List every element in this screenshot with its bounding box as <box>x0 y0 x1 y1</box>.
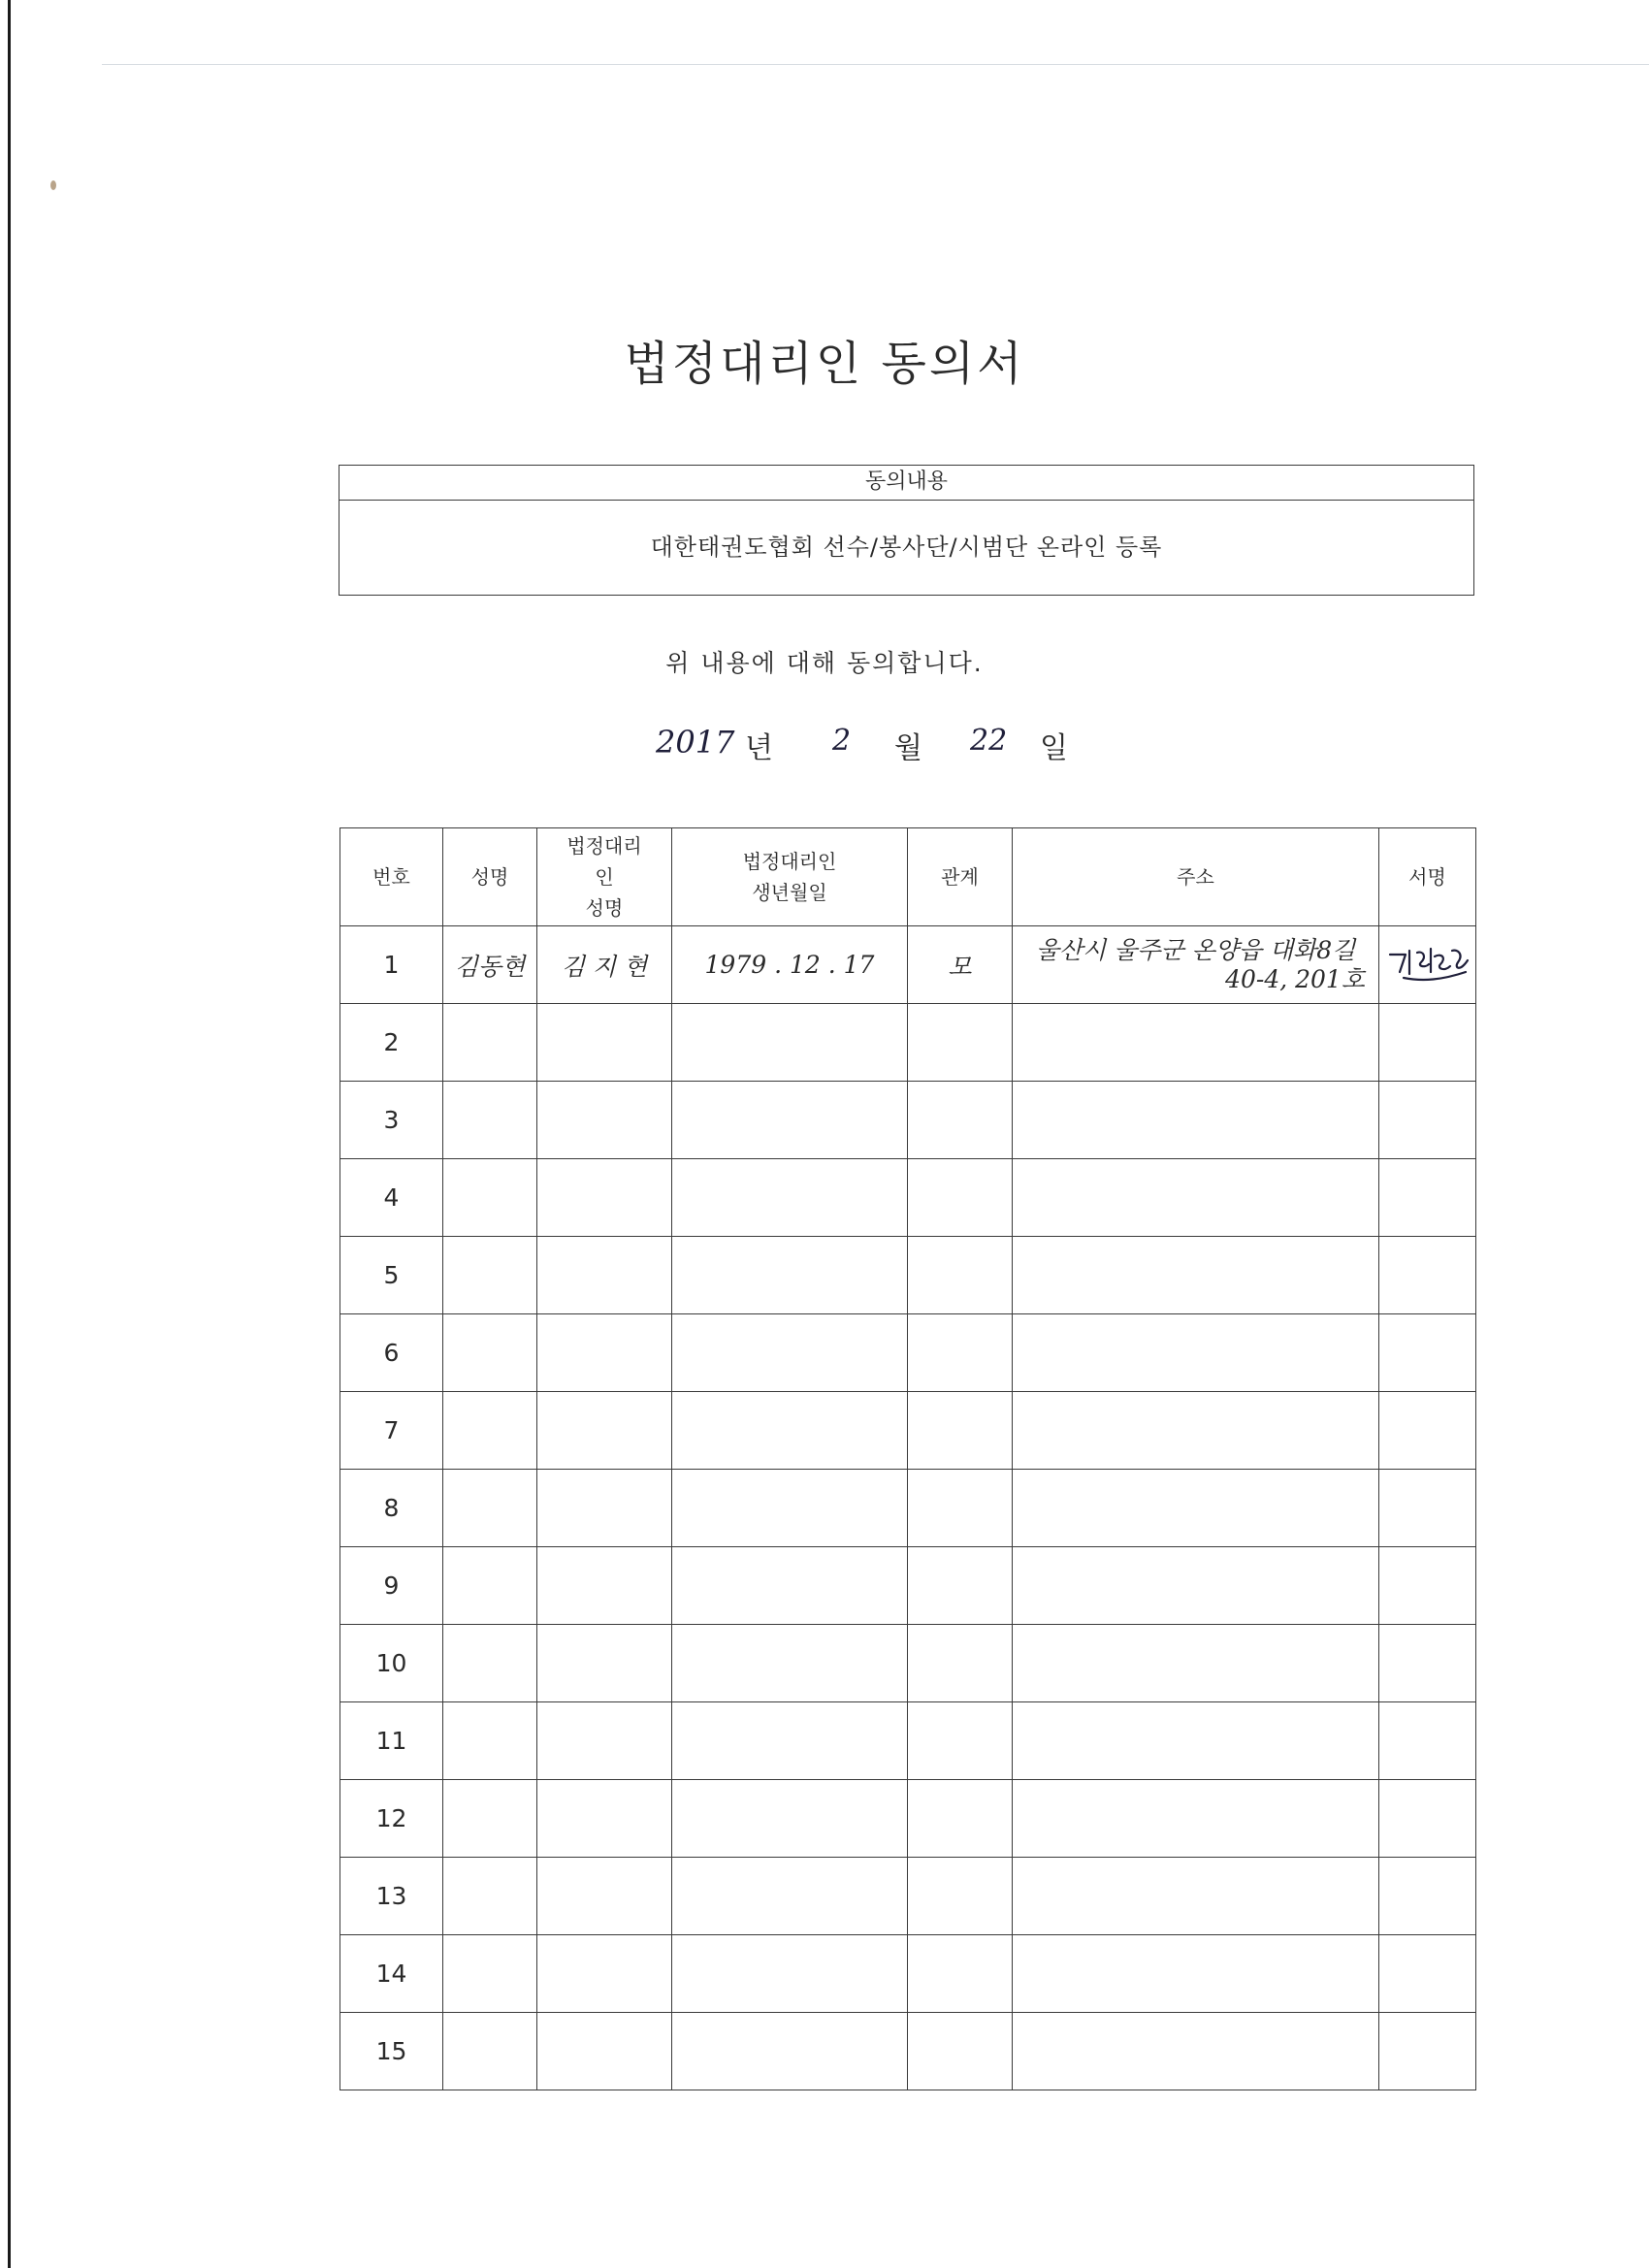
address-line1: 울산시 울주군 온양읍 대화8길 <box>1035 935 1356 964</box>
consent-content: 대한태권도협회 선수/봉사단/시범단 온라인 등록 <box>650 534 1163 561</box>
row-number: 3 <box>340 1082 443 1159</box>
date-year: 2017 <box>656 724 735 761</box>
header-guardian-birth-line2: 생년월일 <box>752 881 827 904</box>
relation: 모 <box>908 926 1013 1004</box>
participant-name: 김동현 <box>443 926 537 1004</box>
header-guardian-birth <box>672 828 908 926</box>
date-year-unit: 년 <box>745 731 773 765</box>
document-title: 법정대리인 동의서 <box>624 337 1025 391</box>
table-row <box>340 926 1476 1004</box>
header-number: 번호 <box>340 828 443 926</box>
row-number: 14 <box>340 1935 443 2013</box>
table-row <box>340 1004 1476 1082</box>
table-row <box>340 1082 1476 1159</box>
signature-cell <box>1379 926 1476 1004</box>
row-number: 15 <box>340 2013 443 2090</box>
guardian-name: 김 지 현 <box>537 926 672 1004</box>
row-number: 6 <box>340 1314 443 1392</box>
header-guardian-name <box>537 828 672 926</box>
row-number: 13 <box>340 1858 443 1935</box>
row-number: 2 <box>340 1004 443 1082</box>
header-relation: 관계 <box>908 828 1013 926</box>
row-number: 1 <box>340 926 443 1004</box>
table-row <box>340 1237 1476 1314</box>
table-header-row <box>340 828 1476 926</box>
row-number: 8 <box>340 1470 443 1547</box>
table-row <box>340 1935 1476 2013</box>
header-signature: 서명 <box>1379 828 1476 926</box>
header-guardian-name-line2: 인 <box>595 865 614 889</box>
row-number: 12 <box>340 1780 443 1858</box>
scan-top-line <box>102 64 1649 65</box>
row-number: 9 <box>340 1547 443 1625</box>
address-line2: 40-4, 201호 <box>1225 964 1365 993</box>
handwritten-signature <box>1384 943 1471 988</box>
row-number: 10 <box>340 1625 443 1702</box>
table-row <box>340 1625 1476 1702</box>
table-row <box>340 1159 1476 1237</box>
row-number: 11 <box>340 1702 443 1780</box>
header-name: 성명 <box>443 828 537 926</box>
table-row <box>340 1470 1476 1547</box>
header-address: 주소 <box>1013 828 1379 926</box>
row-number: 5 <box>340 1237 443 1314</box>
address <box>1013 926 1379 1004</box>
date-day-unit: 일 <box>1040 731 1068 765</box>
scan-speck <box>50 180 56 190</box>
table-row <box>340 1702 1476 1780</box>
header-guardian-name-line1: 법정대리 <box>566 834 642 858</box>
table-row <box>340 1314 1476 1392</box>
registration-table <box>340 827 1476 2090</box>
row-number: 4 <box>340 1159 443 1237</box>
table-row <box>340 1392 1476 1470</box>
header-guardian-name-line3: 성명 <box>585 896 624 920</box>
date-month: 2 <box>832 724 852 758</box>
table-row <box>340 1547 1476 1625</box>
consent-header: 동의내용 <box>340 466 1473 501</box>
agreement-statement: 위 내용에 대해 동의합니다. <box>665 649 984 677</box>
table-row <box>340 1780 1476 1858</box>
table-row <box>340 1858 1476 1935</box>
date-day: 22 <box>970 724 1008 758</box>
guardian-birth: 1979 . 12 . 17 <box>672 926 908 1004</box>
table-row <box>340 2013 1476 2090</box>
row-number: 7 <box>340 1392 443 1470</box>
date-month-unit: 월 <box>894 731 922 765</box>
header-guardian-birth-line1: 법정대리인 <box>742 850 837 873</box>
consent-box <box>339 465 1474 596</box>
